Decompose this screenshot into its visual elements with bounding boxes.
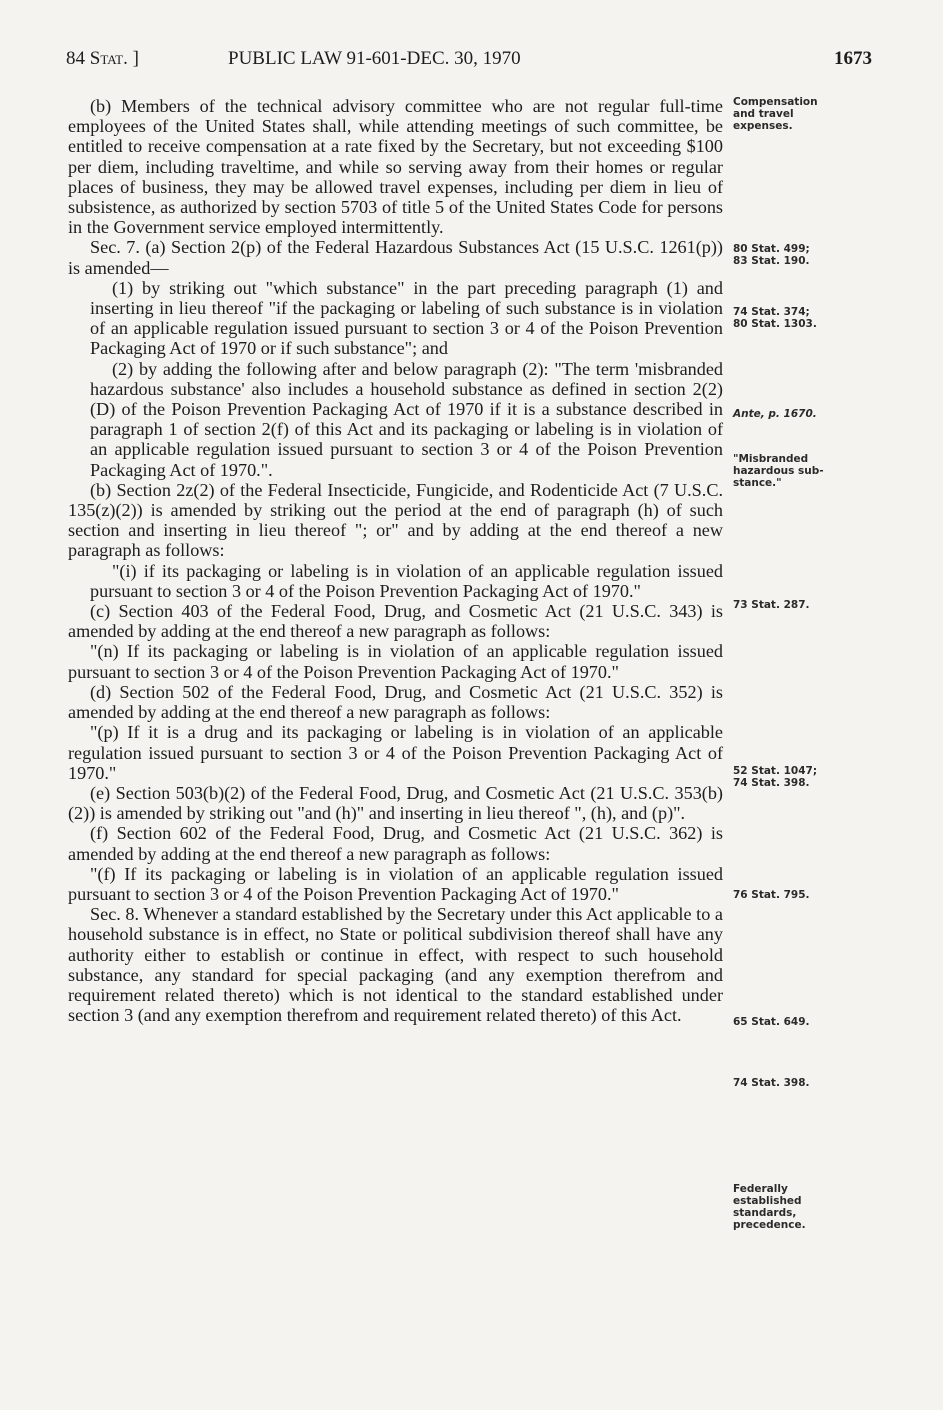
paragraph-7c: (c) Section 403 of the Federal Food, Drug, and Cosmetic Act (21 U.S.C. 343) is amended by adding at the end thereof a new paragraph as follows: xyxy=(68,601,723,642)
page-header xyxy=(66,48,872,76)
document-body xyxy=(68,96,723,1025)
margin-note-compensation: Compensation and travel expenses. xyxy=(733,96,818,132)
paragraph-7c-n: "(n) If its packaging or labeling is in violation of an applicable regulation issued pursuant to section 3 or 4 of the Poison Prevention Packaging Act of 1970." xyxy=(68,641,723,682)
paragraph-b-compensation: (b) Members of the technical advisory committee who are not regular full-time employees of the United States shall, while attending meetings of such committee, be entitled to receive compensation at a rate fixed by the Secretary, but not exceeding $100 per diem, including traveltime, and while so serving away from their homes or regular places of business, they may be allowed travel expenses, including per diem in lieu of subsistence, as authorized by section 5703 of title 5 of the United States Code for persons in the Government service employed intermittently. xyxy=(68,96,723,238)
margin-note-citation: 74 Stat. 398. xyxy=(733,1077,810,1089)
volume-reference: 84 Stat. ] xyxy=(66,48,139,69)
paragraph-7e: (e) Section 503(b)(2) of the Federal Food, Drug, and Cosmetic Act (21 U.S.C. 353(b)(2)) is amended by striking out "and (h)" and inserting in lieu thereof ", (h), and (p)". xyxy=(68,782,723,824)
paragraph-7d: (d) Section 502 of the Federal Food, Drug, and Cosmetic Act (21 U.S.C. 352) is amended by adding at the end thereof a new paragraph as follows: xyxy=(68,681,723,723)
paragraph-sec-7: Sec. 7. (a) Section 2(p) of the Federal Hazardous Substances Act (15 U.S.C. 1261(p)) is amended— xyxy=(68,237,723,278)
page-number: 1673 xyxy=(834,48,872,69)
margin-note-citation: 52 Stat. 1047; 74 Stat. 398. xyxy=(733,765,818,789)
paragraph-7a-2: (2) by adding the following after and below paragraph (2): "The term 'misbranded hazardous substance' also includes a household substance as defined in section 2(2) (D) of the Poison Prevention Packaging Act of 1970 if it is a substance described in paragraph 1 of section 2(f) of this Act and its packaging or labeling is in violation of an applicable regulation issued pursuant to section 3 or 4 of the Poison Prevention Packaging Act of 1970.". xyxy=(90,358,723,480)
margin-note-citation: 76 Stat. 795. xyxy=(733,889,810,901)
paragraph-7a-1: (1) by striking out "which substance" in the part preceding paragraph (1) and inserting in lieu thereof "if the packaging or labeling of such substance is in violation of an applicable regulation issued pursuant to section 3 or 4 of the Poison Prevention Packaging Act of 1970 or if such substance"; and xyxy=(90,277,723,359)
page-title: PUBLIC LAW 91-601-DEC. 30, 1970 xyxy=(228,48,521,69)
margin-note-citation: 74 Stat. 374; 80 Stat. 1303. xyxy=(733,306,817,330)
paragraph-7f: (f) Section 602 of the Federal Food, Drug, and Cosmetic Act (21 U.S.C. 362) is amended by adding at the end thereof a new paragraph as follows: xyxy=(68,823,723,864)
margin-note-federal-standards: Federally established standards, precedence. xyxy=(733,1183,806,1231)
paragraph-7f-f: "(f) If its packaging or labeling is in violation of an applicable regulation issued pursuant to section 3 or 4 of the Poison Prevention Packaging Act of 1970." xyxy=(68,863,723,904)
margin-note-misbranded: "Misbranded hazardous sub- stance." xyxy=(733,453,824,489)
paragraph-sec-8: Sec. 8. Whenever a standard established by the Secretary under this Act applicable to a household substance is in effect, no State or political subdivision thereof shall have any authority either to establish or continue in effect, with respect to such household substance, any standard for special packaging (and any exemption therefrom and requirement related thereto) which is not identical to the standard established under section 3 (and any exemption therefrom and requirement related thereto) of this Act. xyxy=(68,904,723,1026)
paragraph-7b-i: "(i) if its packaging or labeling is in violation of an applicable regulation issued pursuant to section 3 or 4 of the Poison Prevention Packaging Act of 1970." xyxy=(90,560,723,601)
margin-note-citation: 65 Stat. 649. xyxy=(733,1016,810,1028)
margin-note-citation: 80 Stat. 499; 83 Stat. 190. xyxy=(733,243,810,267)
margin-note-citation: 73 Stat. 287. xyxy=(733,599,810,611)
paragraph-7b: (b) Section 2z(2) of the Federal Insecticide, Fungicide, and Rodenticide Act (7 U.S.C. 135(z)(2)) is amended by striking out the period at the end of paragraph (h) of such section and inserting in lieu thereof "; or" and by adding at the end thereof a new paragraph as follows: xyxy=(68,479,723,561)
margin-note-ante: Ante, p. 1670. xyxy=(733,408,817,420)
paragraph-7d-p: "(p) If it is a drug and its packaging or labeling is in violation of an applicable regulation issued pursuant to section 3 or 4 of the Poison Prevention Packaging Act of 1970." xyxy=(68,722,723,783)
